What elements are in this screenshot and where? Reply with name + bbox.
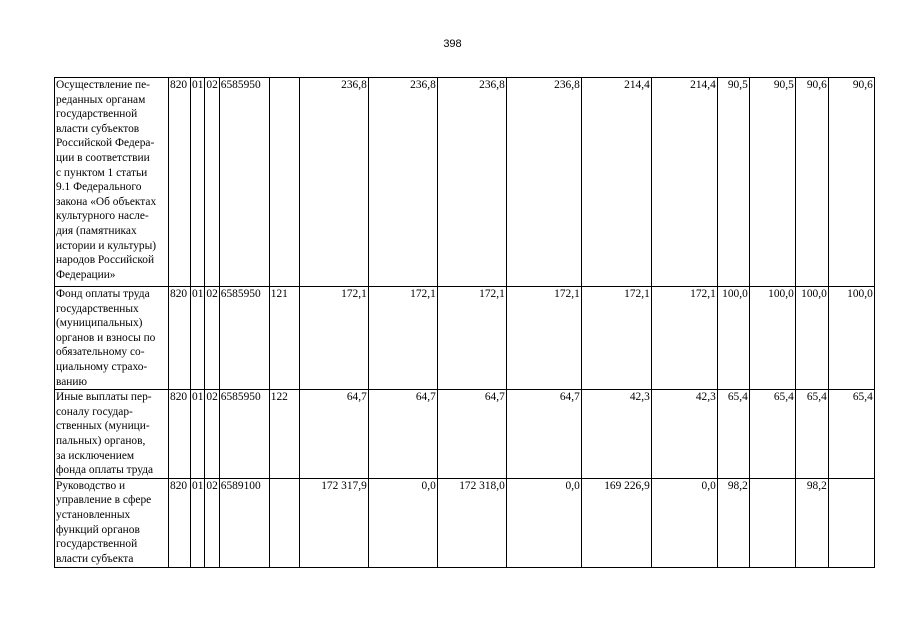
- amount-cell-3: 172,1: [437, 287, 506, 390]
- amount-cell-5: 214,4: [581, 78, 651, 287]
- row-name-line: закона «Об объектах: [56, 195, 157, 208]
- percent-cell-3: 98,2: [795, 478, 828, 567]
- row-name-line: власти субъекта: [56, 552, 134, 565]
- table-row: [55, 78, 875, 287]
- row-name-line: народов Российской: [56, 254, 155, 267]
- row-name-cell: [55, 287, 169, 390]
- target-article-cell: 6585950: [219, 287, 269, 390]
- budget-table: [54, 77, 875, 568]
- amount-cell-3: 172 318,0: [437, 478, 506, 567]
- amount-cell-6: 214,4: [651, 78, 717, 287]
- row-name-line: с пунктом 1 статьи: [56, 166, 148, 179]
- percent-cell-2: 100,0: [749, 287, 795, 390]
- row-name-line: Фонд оплаты труда: [56, 288, 150, 300]
- amount-cell-1: 64,7: [299, 390, 368, 479]
- row-name-line: за исключением: [56, 449, 135, 462]
- expense-type-cell: [269, 78, 299, 287]
- amount-cell-1: 172,1: [299, 287, 368, 390]
- row-name-line: ственных (муници-: [56, 420, 150, 433]
- amount-cell-2: 64,7: [368, 390, 437, 479]
- row-name-line: (муниципальных): [56, 317, 143, 330]
- row-name-line: 9.1 Федерального: [56, 181, 142, 194]
- subsection-code-cell: 02: [205, 287, 219, 390]
- row-name-line: функций органов: [56, 523, 140, 536]
- subsection-code-cell: 02: [205, 390, 219, 479]
- amount-cell-6: 42,3: [651, 390, 717, 479]
- row-name-line: государственных: [56, 302, 139, 315]
- row-name-line: Иные выплаты пер-: [56, 391, 152, 404]
- ministry-code-cell: 820: [169, 287, 191, 390]
- row-name-line: Российской Федера-: [56, 137, 155, 150]
- row-name-line: государственной: [56, 108, 138, 121]
- target-article-cell: 6589100: [219, 478, 269, 567]
- amount-cell-2: 172,1: [368, 287, 437, 390]
- amount-cell-5: 42,3: [581, 390, 651, 479]
- percent-cell-4: 90,6: [828, 78, 874, 287]
- percent-cell-1: 100,0: [717, 287, 749, 390]
- row-name-line: органов и взносы по: [56, 331, 156, 344]
- percent-cell-3: 100,0: [795, 287, 828, 390]
- row-name-line: циальному страхо-: [56, 360, 148, 373]
- row-name-line: реданных органам: [56, 93, 146, 106]
- table-row: [55, 478, 875, 567]
- amount-cell-4: 172,1: [506, 287, 581, 390]
- section-code-cell: 01: [191, 390, 205, 479]
- row-name-line: обязательному со-: [56, 346, 145, 359]
- row-name-line: фонда оплаты труда: [56, 464, 154, 477]
- expense-type-cell: 121: [269, 287, 299, 390]
- percent-cell-3: 65,4: [795, 390, 828, 479]
- percent-cell-3: 90,6: [795, 78, 828, 287]
- section-code-cell: 01: [191, 478, 205, 567]
- row-name-line: установленных: [56, 508, 131, 521]
- amount-cell-3: 236,8: [437, 78, 506, 287]
- amount-cell-5: 172,1: [581, 287, 651, 390]
- ministry-code-cell: 820: [169, 390, 191, 479]
- percent-cell-2: 90,5: [749, 78, 795, 287]
- row-name-line: власти субъектов: [56, 122, 140, 135]
- percent-cell-4: 65,4: [828, 390, 874, 479]
- ministry-code-cell: 820: [169, 78, 191, 287]
- row-name-cell: [55, 478, 169, 567]
- percent-cell-1: 90,5: [717, 78, 749, 287]
- amount-cell-1: 236,8: [299, 78, 368, 287]
- row-name-line: Осуществление пе-: [56, 79, 150, 91]
- amount-cell-6: 172,1: [651, 287, 717, 390]
- section-code-cell: 01: [191, 287, 205, 390]
- target-article-cell: 6585950: [219, 78, 269, 287]
- row-name-line: ванию: [56, 375, 87, 388]
- row-name-line: пальных) органов,: [56, 434, 146, 447]
- amount-cell-6: 0,0: [651, 478, 717, 567]
- row-name-line: истории и культуры): [56, 239, 157, 252]
- percent-cell-2: 65,4: [749, 390, 795, 479]
- amount-cell-2: 236,8: [368, 78, 437, 287]
- row-name-line: управление в сфере: [56, 494, 152, 507]
- amount-cell-2: 0,0: [368, 478, 437, 567]
- percent-cell-2: [749, 478, 795, 567]
- section-code-cell: 01: [191, 78, 205, 287]
- row-name-cell: [55, 78, 169, 287]
- row-name-line: дия (памятниках: [56, 224, 137, 237]
- row-name-line: ции в соответствии: [56, 151, 150, 164]
- percent-cell-1: 98,2: [717, 478, 749, 567]
- expense-type-cell: [269, 478, 299, 567]
- subsection-code-cell: 02: [205, 478, 219, 567]
- row-name-line: соналу государ-: [56, 405, 133, 418]
- amount-cell-3: 64,7: [437, 390, 506, 479]
- percent-cell-4: 100,0: [828, 287, 874, 390]
- amount-cell-4: 0,0: [506, 478, 581, 567]
- page-number: 398: [443, 38, 462, 50]
- percent-cell-1: 65,4: [717, 390, 749, 479]
- row-name-line: Руководство и: [56, 479, 126, 492]
- subsection-code-cell: 02: [205, 78, 219, 287]
- ministry-code-cell: 820: [169, 478, 191, 567]
- table-row: [55, 390, 875, 479]
- amount-cell-1: 172 317,9: [299, 478, 368, 567]
- row-name-line: Федерации»: [56, 268, 116, 281]
- table-row: [55, 287, 875, 390]
- row-name-line: государственной: [56, 538, 138, 551]
- target-article-cell: 6585950: [219, 390, 269, 479]
- amount-cell-5: 169 226,9: [581, 478, 651, 567]
- amount-cell-4: 236,8: [506, 78, 581, 287]
- row-name-cell: [55, 390, 169, 479]
- expense-type-cell: 122: [269, 390, 299, 479]
- percent-cell-4: [828, 478, 874, 567]
- amount-cell-4: 64,7: [506, 390, 581, 479]
- row-name-line: культурного насле-: [56, 210, 149, 223]
